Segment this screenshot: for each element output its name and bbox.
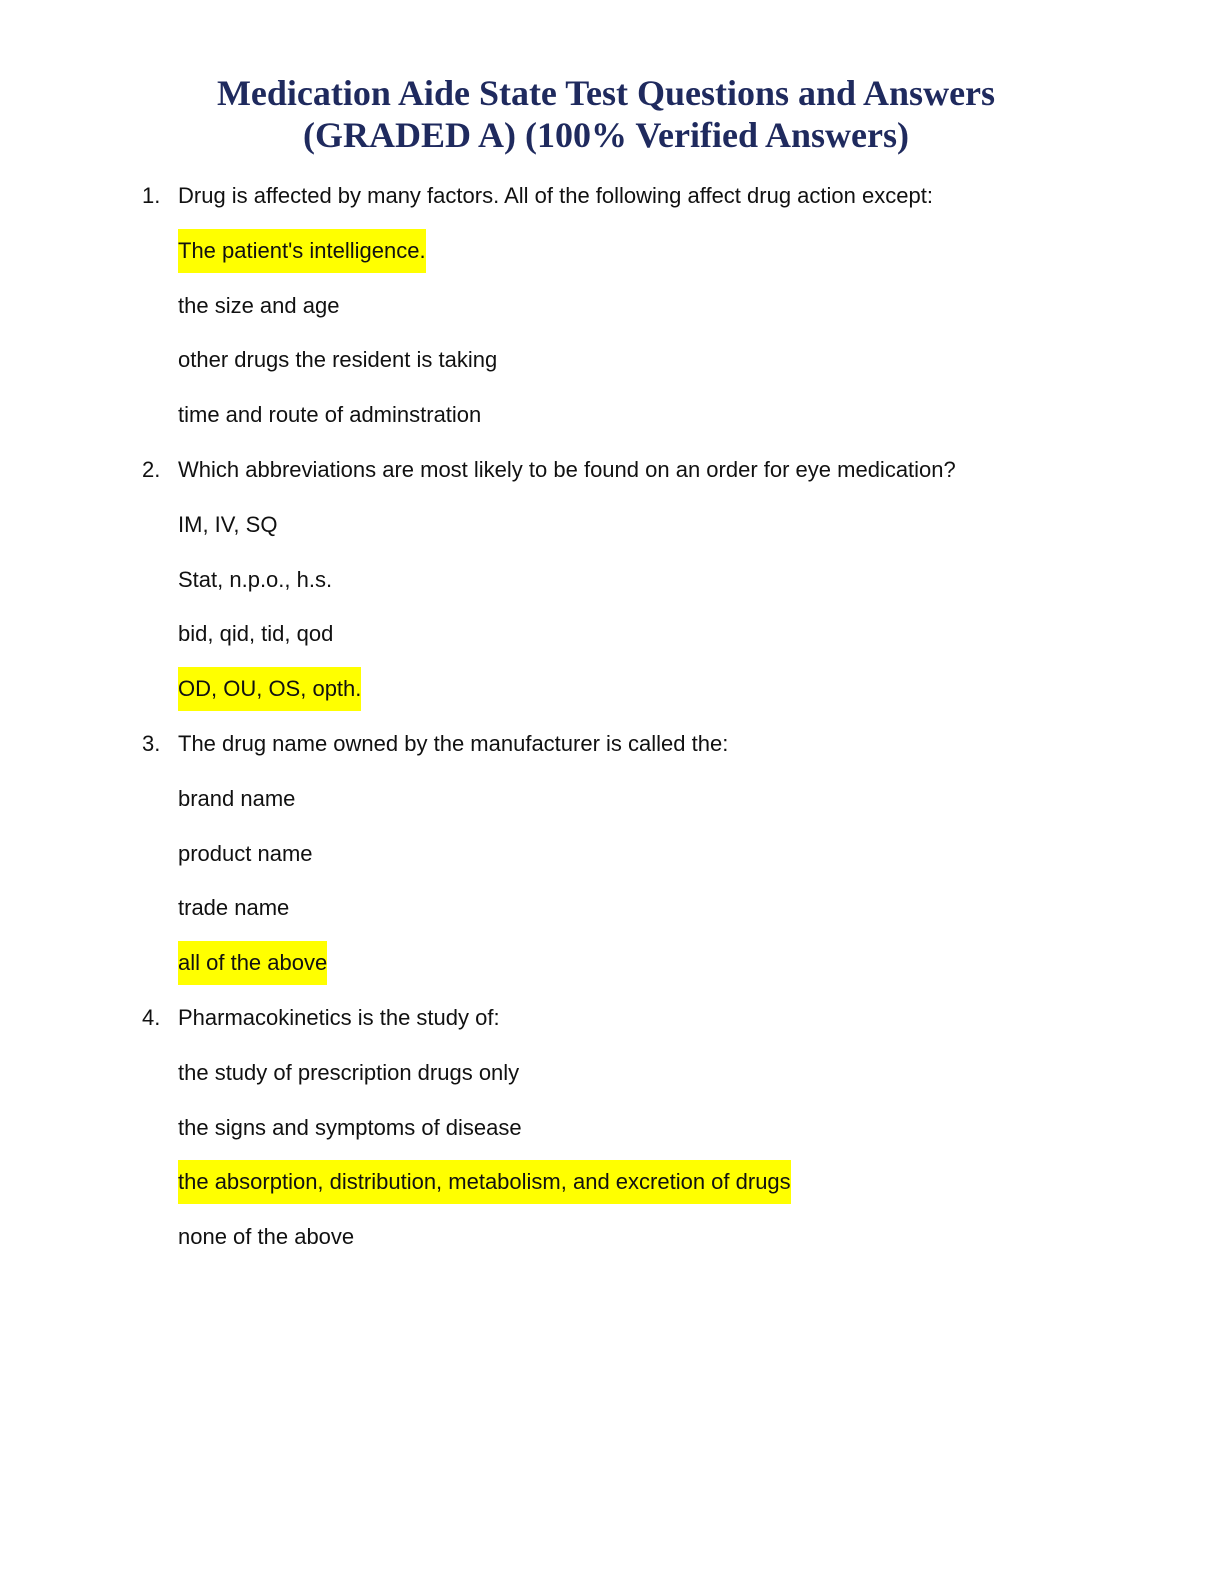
answer-option-text: time and route of adminstration <box>178 402 482 428</box>
answer-option-text: trade name <box>178 895 290 921</box>
answer-option-text: brand name <box>178 785 296 811</box>
question-number: 1. <box>142 183 161 208</box>
title-line-1: Medication Aide State Test Questions and Answers <box>216 73 996 113</box>
title-line-2: (GRADED A) (100% Verified Answers) <box>303 115 909 155</box>
answer-option-text: bid, qid, tid, qod <box>178 621 334 647</box>
question-text: The drug name owned by the manufacturer is called the: <box>178 730 729 756</box>
question-number: 2. <box>142 456 161 482</box>
question-text: Which abbreviations are most likely to be found on an order for eye medication? <box>178 456 956 482</box>
answer-option-text: IM, IV, SQ <box>178 511 278 537</box>
answer-option-text: the absorption, distribution, metabolism, and excretion of drugs <box>178 1160 791 1204</box>
answer-option <box>0 777 1224 832</box>
answer-option-text: the signs and symptoms of disease <box>178 1114 522 1140</box>
answer-option <box>0 1106 1224 1161</box>
answer-option-text: The patient's intelligence. <box>178 229 426 273</box>
answer-option <box>0 1051 1224 1106</box>
answer-option-text: all of the above <box>178 941 327 985</box>
answer-option-highlighted <box>0 667 1224 722</box>
question-line <box>0 448 1224 503</box>
question-item <box>0 174 1224 448</box>
question-item <box>0 722 1224 996</box>
answer-option <box>0 338 1224 393</box>
answer-option-text: none of the above <box>178 1224 355 1250</box>
answer-option-text: product name <box>178 840 313 866</box>
answer-option <box>0 503 1224 558</box>
document-title <box>0 72 1212 156</box>
answer-option <box>0 886 1224 941</box>
answer-option-text: the size and age <box>178 292 340 318</box>
answer-option-highlighted <box>0 229 1224 284</box>
answer-option <box>0 612 1224 667</box>
question-line <box>0 174 1224 229</box>
question-item <box>0 996 1224 1270</box>
answer-option-text: the study of prescription drugs only <box>178 1059 520 1085</box>
answer-option-text: Stat, n.p.o., h.s. <box>178 566 333 592</box>
question-line <box>0 722 1224 777</box>
question-item <box>0 448 1224 722</box>
answer-option-highlighted <box>0 1160 1224 1215</box>
answer-option <box>0 1215 1224 1270</box>
answer-option-highlighted <box>0 941 1224 996</box>
question-text: Drug is affected by many factors. All of the following affect drug action except: <box>178 183 933 208</box>
answer-option <box>0 558 1224 613</box>
question-number: 4. <box>142 1004 161 1030</box>
question-number: 3. <box>142 730 161 756</box>
question-line <box>0 996 1224 1051</box>
answer-option-text: OD, OU, OS, opth. <box>178 667 361 711</box>
question-list <box>0 174 1224 1270</box>
answer-option <box>0 832 1224 887</box>
question-text: Pharmacokinetics is the study of: <box>178 1004 500 1030</box>
answer-option-text: other drugs the resident is taking <box>178 347 498 373</box>
answer-option <box>0 393 1224 448</box>
answer-option <box>0 284 1224 339</box>
